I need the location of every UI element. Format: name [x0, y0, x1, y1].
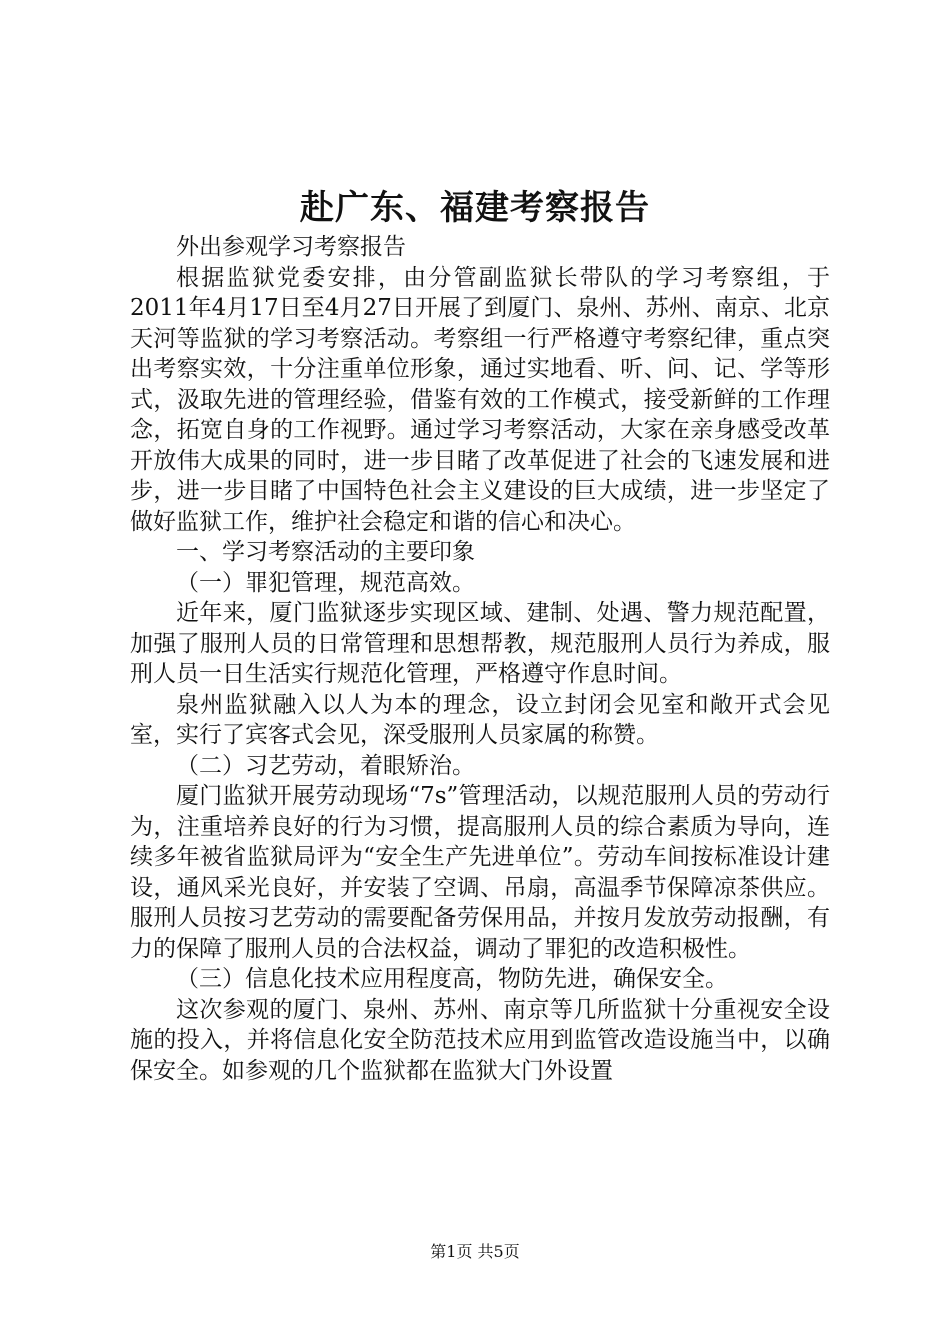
paragraph-quanzhou-visits: 泉州监狱融入以人为本的理念，设立封闭会见室和敞开式会见室，实行了宾客式会见，深受服刑人员家属的称赞。	[130, 691, 830, 748]
page-footer: 第1页 共5页	[430, 1242, 520, 1261]
section-heading-1: 一、学习考察活动的主要印象	[176, 539, 475, 565]
paragraph-labor: 厦门监狱开展劳动现场“7s”管理活动，以规范服刑人员的劳动行为，注重培养良好的行为习惯，提高服刑人员的综合素质为导向，连续多年被省监狱局评为“安全生产先进单位”。劳动车间按标准设计建设，通风采光良好，并安装了空调、吊扇，高温季节保障凉茶供应。服刑人员按习艺劳动的需要配备劳保用品，并按月发放劳动报酬，有力的保障了服刑人员的合法权益，调动了罪犯的改造积极性。	[130, 783, 830, 962]
subsection-heading-2: （二）习艺劳动，着眼矫治。	[176, 752, 475, 779]
paragraph-subtitle: 外出参观学习考察报告	[176, 234, 406, 260]
paragraph-security: 这次参观的厦门、泉州、苏州、南京等几所监狱十分重视安全设施的投入，并将信息化安全防范技术应用到监管改造设施当中，以确保安全。如参观的几个监狱都在监狱大门外设置	[130, 996, 830, 1084]
subsection-heading-3: （三）信息化技术应用程度高，物防先进，确保安全。	[176, 966, 728, 992]
paragraph-xiamen-management: 近年来，厦门监狱逐步实现区域、建制、处遇、警力规范配置，加强了服刑人员的日常管理和思想帮教，规范服刑人员行为养成，服刑人员一日生活实行规范化管理，严格遵守作息时间。	[130, 600, 830, 687]
subsection-heading-1: （一）罪犯管理，规范高效。	[176, 569, 475, 596]
document-title: 赴广东、福建考察报告	[300, 188, 650, 228]
paragraph-intro: 根据监狱党委安排，由分管副监狱长带队的学习考察组，于2011年4月17日至4月27日开展了到厦门、泉州、苏州、南京、北京天河等监狱的学习考察活动。考察组一行严格遵守考察纪律，重点突出考察实效，十分注重单位形象，通过实地看、听、问、记、学等形式，汲取先进的管理经验，借鉴有效的工作模式，接受新鲜的工作理念，拓宽自身的工作视野。通过学习考察活动，大家在亲身感受改革开放伟大成果的同时，进一步目睹了改革促进了社会的飞速发展和进步，进一步目睹了中国特色社会主义建设的巨大成绩，进一步坚定了做好监狱工作，维护社会稳定和谐的信心和决心。	[130, 264, 830, 535]
document-body	[130, 232, 830, 1086]
